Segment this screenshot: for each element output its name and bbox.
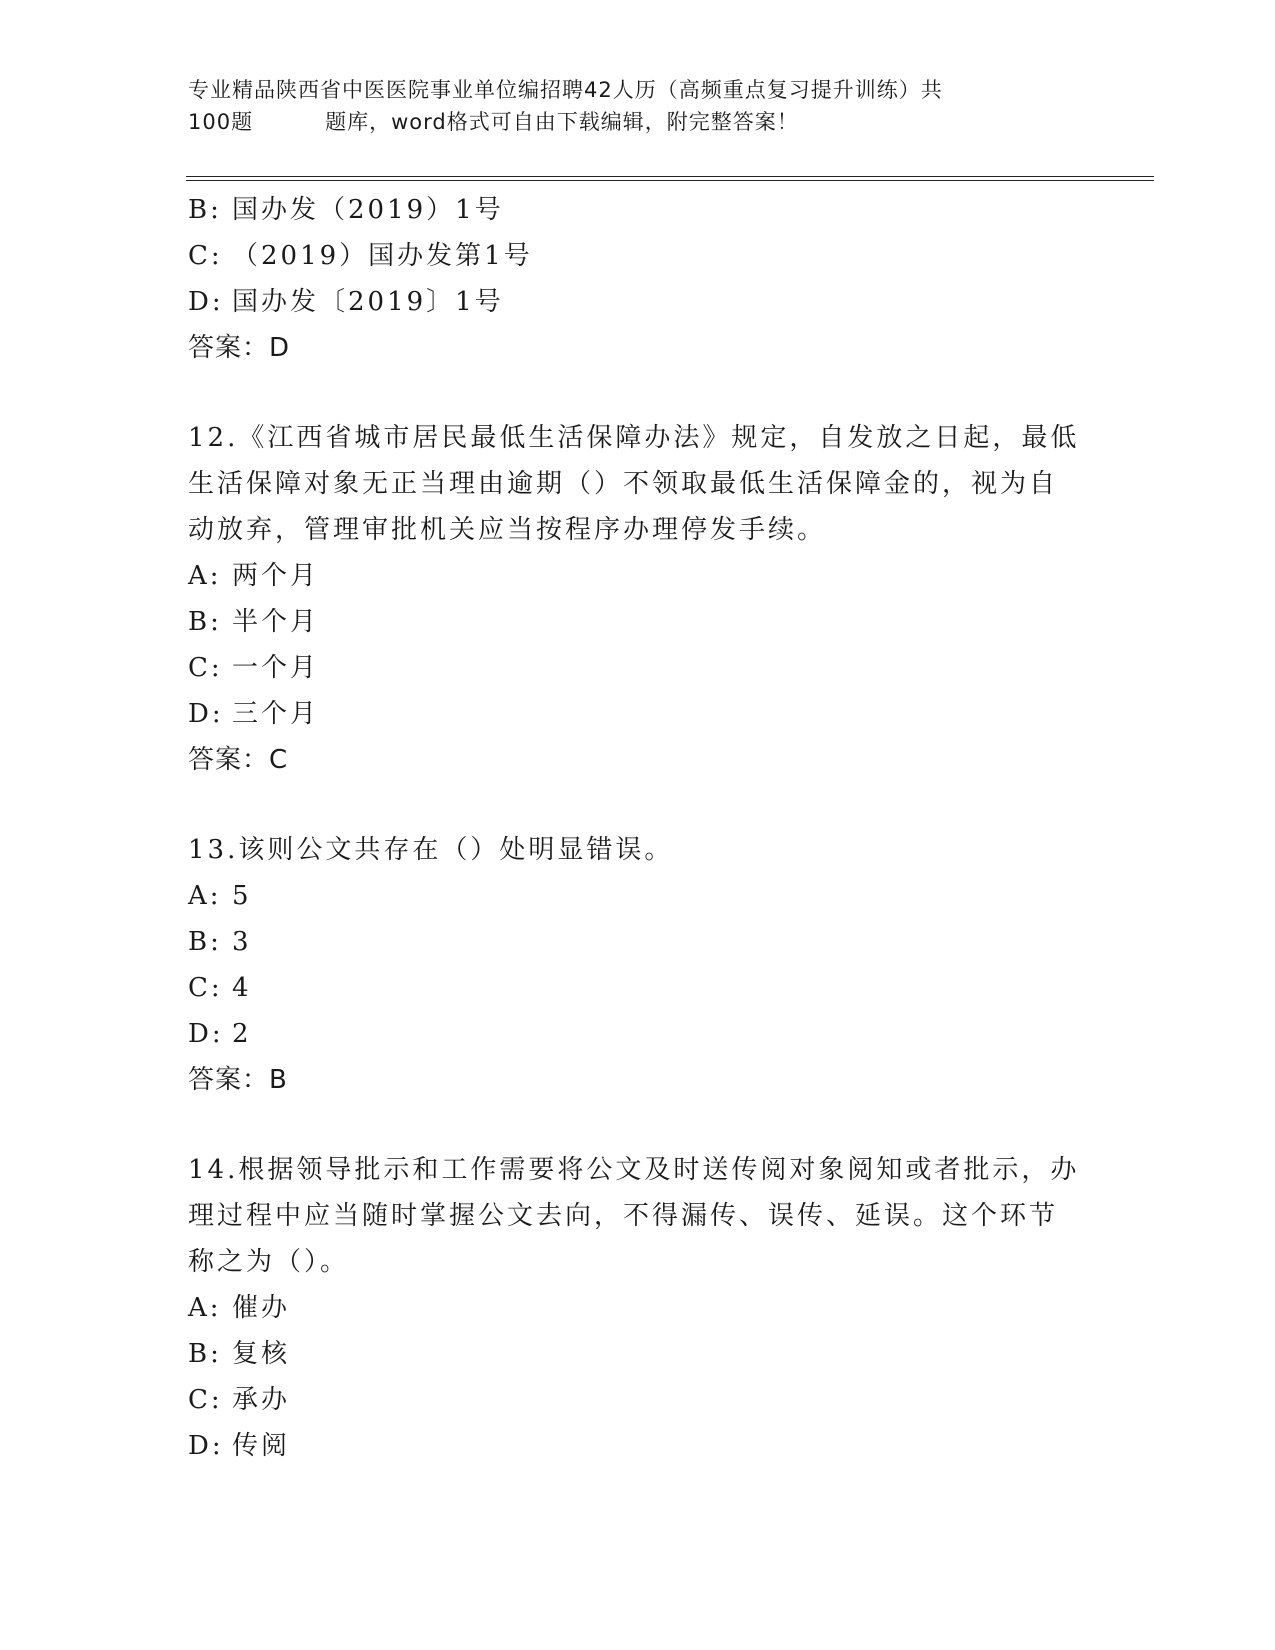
option-text: 传阅: [232, 1431, 291, 1461]
option-text: 复核: [232, 1339, 291, 1369]
question-list: [188, 187, 1088, 1469]
option-text: 承办: [232, 1385, 291, 1415]
question-stem-line: 12.《江西省城市居民最低生活保障办法》规定，自发放之日起，最低: [188, 423, 1080, 453]
option-key: A:: [188, 1293, 222, 1323]
option-text: 三个月: [232, 699, 320, 729]
option-text: 5: [232, 881, 252, 911]
option-d: [188, 691, 1088, 737]
question-stem-line: 14.根据领导批示和工作需要将公文及时送传阅对象阅知或者批示，办: [188, 1155, 1080, 1185]
option-text: （2019）国办发第1号: [232, 241, 533, 271]
option-text: 2: [232, 1019, 252, 1049]
option-text: 半个月: [232, 607, 320, 637]
option-key: A:: [188, 881, 222, 911]
header-description: 题库，word格式可自由下载编辑，附完整答案！: [325, 110, 799, 134]
option-text: 国办发〔2019〕1号: [232, 287, 504, 317]
option-b: [188, 919, 1088, 965]
option-a: [188, 873, 1088, 919]
option-text: 国办发（2019）1号: [232, 195, 504, 225]
option-key: D:: [188, 1019, 224, 1049]
question-stem-line: 动放弃，管理审批机关应当按程序办理停发手续。: [188, 515, 827, 545]
option-key: C:: [188, 1385, 223, 1415]
option-b: [188, 187, 1088, 233]
question-stem-line: 称之为（）。: [188, 1247, 350, 1277]
header-spacer: [253, 106, 325, 138]
answer-line: 答案：D: [188, 333, 291, 363]
option-text: 4: [232, 973, 252, 1003]
question-stem-line: 理过程中应当随时掌握公文去向，不得漏传、误传、延误。这个环节: [188, 1201, 1059, 1231]
option-d: [188, 1011, 1088, 1057]
option-key: B:: [188, 1339, 222, 1369]
option-c: [188, 965, 1088, 1011]
option-key: D:: [188, 1431, 224, 1461]
question-spacer: [188, 1103, 1088, 1147]
question-stem-line: 13.该则公文共存在（）处明显错误。: [188, 835, 674, 865]
option-key: C:: [188, 973, 223, 1003]
option-d: [188, 1423, 1088, 1469]
option-text: 3: [232, 927, 252, 957]
option-text: 催办: [232, 1293, 291, 1323]
header-question-count: 100题: [188, 110, 254, 134]
option-b: [188, 599, 1088, 645]
option-key: D:: [188, 699, 224, 729]
option-key: B:: [188, 195, 222, 225]
document-header: [188, 74, 1068, 138]
header-title-line-1: 专业精品陕西省中医医院事业单位编招聘42人历（高频重点复习提升训练）共: [188, 78, 943, 102]
option-a: [188, 553, 1088, 599]
header-double-rule: [186, 176, 1154, 181]
answer-line: 答案：B: [188, 1065, 288, 1095]
question-14: [188, 1147, 1088, 1469]
option-key: C:: [188, 653, 223, 683]
option-key: B:: [188, 927, 222, 957]
question-spacer: [188, 783, 1088, 827]
option-c: [188, 233, 1088, 279]
question-stem-line: 生活保障对象无正当理由逾期（）不领取最低生活保障金的，视为自: [188, 469, 1059, 499]
option-text: 一个月: [232, 653, 320, 683]
answer-line: 答案：C: [188, 745, 289, 775]
option-key: B:: [188, 607, 222, 637]
option-b: [188, 1331, 1088, 1377]
question-13: [188, 827, 1088, 1103]
option-key: A:: [188, 561, 222, 591]
option-c: [188, 645, 1088, 691]
header-title-line-2: [188, 106, 1068, 138]
option-key: C:: [188, 241, 223, 271]
option-key: D:: [188, 287, 224, 317]
question-spacer: [188, 371, 1088, 415]
option-a: [188, 1285, 1088, 1331]
option-text: 两个月: [232, 561, 320, 591]
option-d: [188, 279, 1088, 325]
question-11: [188, 187, 1088, 371]
question-12: [188, 415, 1088, 783]
option-c: [188, 1377, 1088, 1423]
